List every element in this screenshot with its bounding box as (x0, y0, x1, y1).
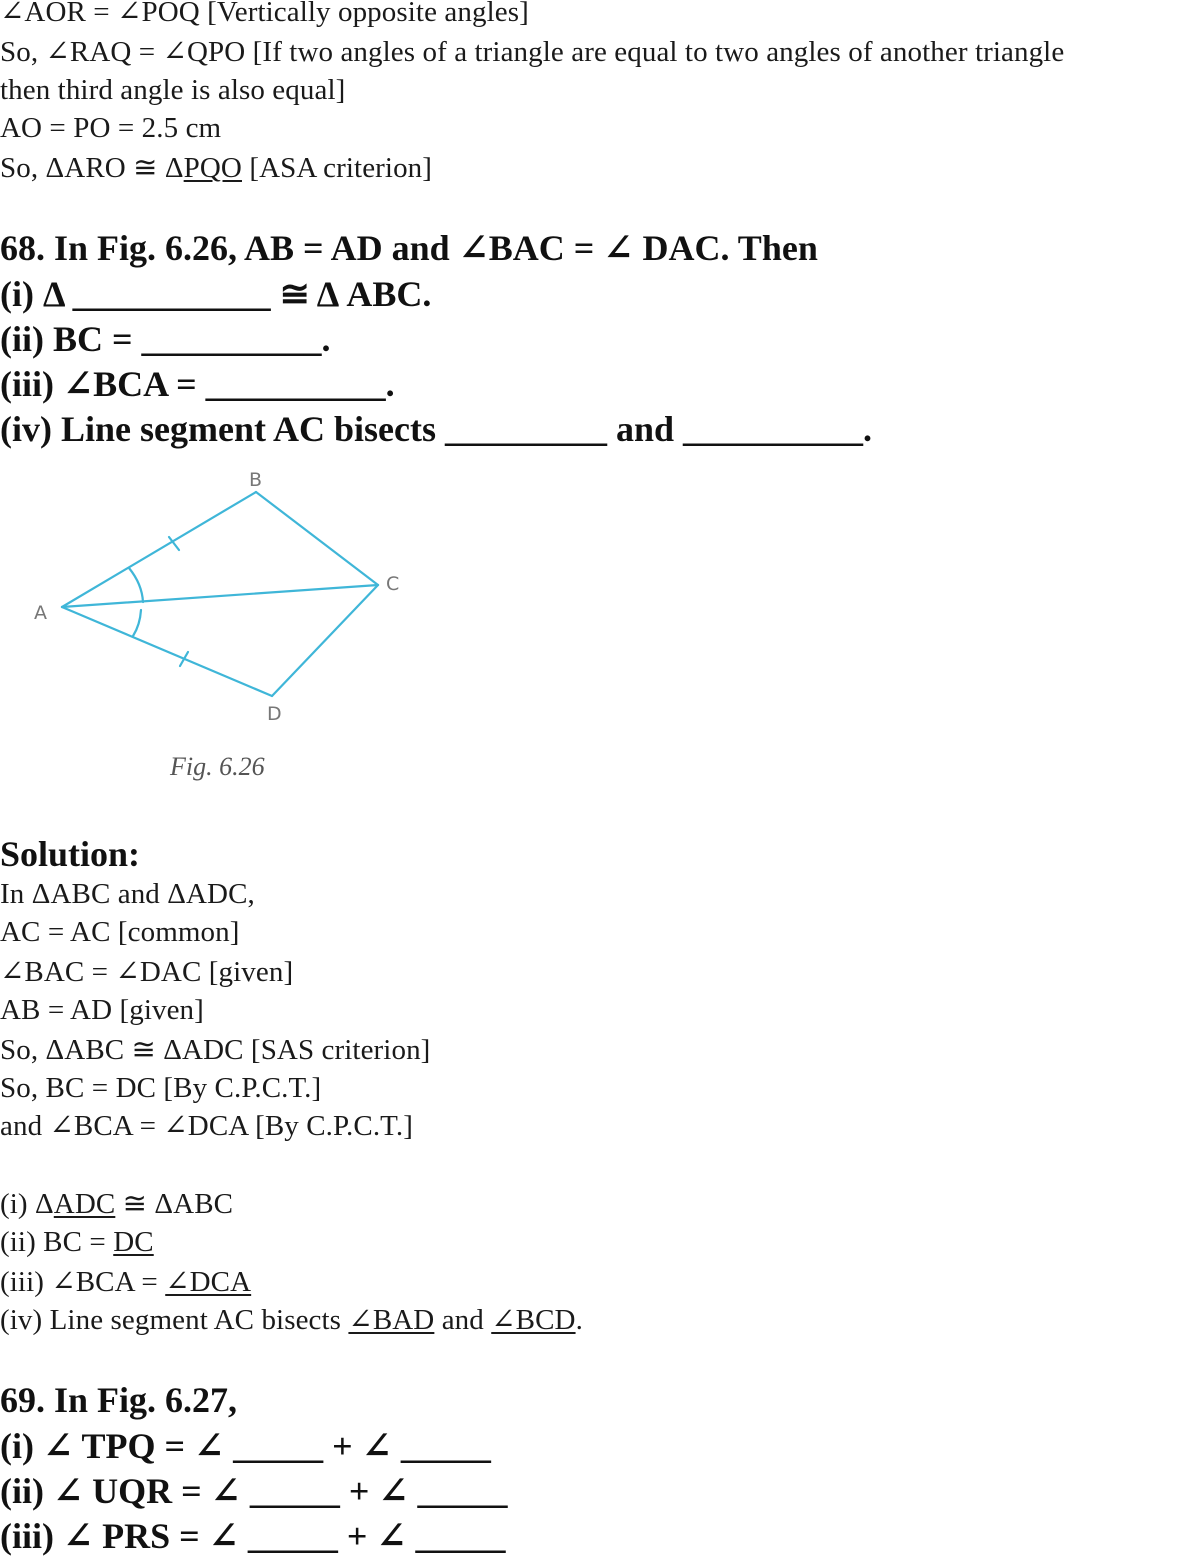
figure-6-26 (20, 462, 420, 742)
answer-iii (0, 1264, 251, 1300)
question-68-part-ii: (ii) BC = __________. (0, 319, 331, 359)
answer-iii-underlined: ∠DCA (165, 1266, 252, 1298)
solution-line-4: AB = AD [given] (0, 994, 204, 1026)
segment-bc (256, 492, 378, 585)
prev-solution-line-1: ∠AOR = ∠POQ [Vertically opposite angles] (0, 0, 529, 28)
segment-cd (272, 585, 378, 696)
solution-line-2: AC = AC [common] (0, 916, 240, 948)
solution-line-7: and ∠BCA = ∠DCA [By C.P.C.T.] (0, 1110, 413, 1142)
question-69-title: 69. In Fig. 6.27, (0, 1380, 238, 1420)
solution-line-1: In ΔABC and ΔADC, (0, 878, 255, 910)
vertex-label-d: D (267, 703, 282, 725)
answer-i-suffix: ≅ ΔABC (115, 1188, 234, 1220)
answer-iii-prefix: (iii) ∠BCA = (0, 1266, 166, 1298)
question-68-part-iii: (iii) ∠BCA = __________. (0, 364, 395, 404)
answer-iv-mid: and (434, 1304, 492, 1336)
angle-arc-bac (129, 568, 143, 602)
vertex-label-a: A (34, 602, 47, 624)
solution-heading: Solution: (0, 834, 141, 874)
answer-ii-underlined: DC (113, 1226, 154, 1258)
question-68-part-i: (i) Δ ___________ ≅ Δ ABC. (0, 274, 432, 314)
figure-caption: Fig. 6.26 (170, 752, 265, 781)
prev-solution-line-3: then third angle is also equal] (0, 74, 346, 106)
prev-solution-line-2: So, ∠RAQ = ∠QPO [If two angles of a triangle are equal to two angles of another triangle (0, 36, 1065, 68)
answer-ii (0, 1224, 154, 1260)
prev-solution-line-5-prefix: So, ΔARO ≅ Δ (0, 152, 184, 184)
answer-iv-underlined-2: ∠BCD (491, 1304, 576, 1336)
answer-iv-underlined-1: ∠BAD (348, 1304, 435, 1336)
prev-solution-line-4: AO = PO = 2.5 cm (0, 112, 222, 144)
segment-ac (62, 585, 378, 607)
answer-i-underlined: ADC (53, 1188, 116, 1220)
question-68-part-iv: (iv) Line segment AC bisects _________ and __________. (0, 409, 872, 449)
question-68-title: 68. In Fig. 6.26, AB = AD and ∠BAC = ∠ DAC. Then (0, 228, 818, 268)
answer-iv (0, 1302, 583, 1338)
solution-line-6: So, BC = DC [By C.P.C.T.] (0, 1072, 322, 1104)
vertex-label-c: C (386, 573, 400, 595)
answer-i-prefix: (i) Δ (0, 1188, 54, 1220)
vertex-label-b: B (249, 469, 263, 491)
prev-solution-line-5 (0, 150, 432, 186)
segment-ab (62, 492, 256, 607)
angle-arc-dac (133, 610, 141, 636)
answer-ii-prefix: (ii) BC = (0, 1226, 114, 1258)
prev-solution-line-5-suffix: [ASA criterion] (241, 152, 433, 184)
prev-solution-underlined: PQO (183, 152, 242, 184)
solution-line-5: So, ΔABC ≅ ΔADC [SAS criterion] (0, 1034, 431, 1066)
segment-da (62, 607, 272, 696)
answer-iv-suffix: . (575, 1304, 583, 1336)
solution-line-3: ∠BAC = ∠DAC [given] (0, 956, 294, 988)
question-69-part-ii: (ii) ∠ UQR = ∠ _____ + ∠ _____ (0, 1471, 508, 1511)
question-69-part-iii: (iii) ∠ PRS = ∠ _____ + ∠ _____ (0, 1516, 506, 1556)
answer-iv-prefix: (iv) Line segment AC bisects (0, 1304, 349, 1336)
question-69-part-i: (i) ∠ TPQ = ∠ _____ + ∠ _____ (0, 1426, 491, 1466)
answer-i (0, 1186, 233, 1222)
